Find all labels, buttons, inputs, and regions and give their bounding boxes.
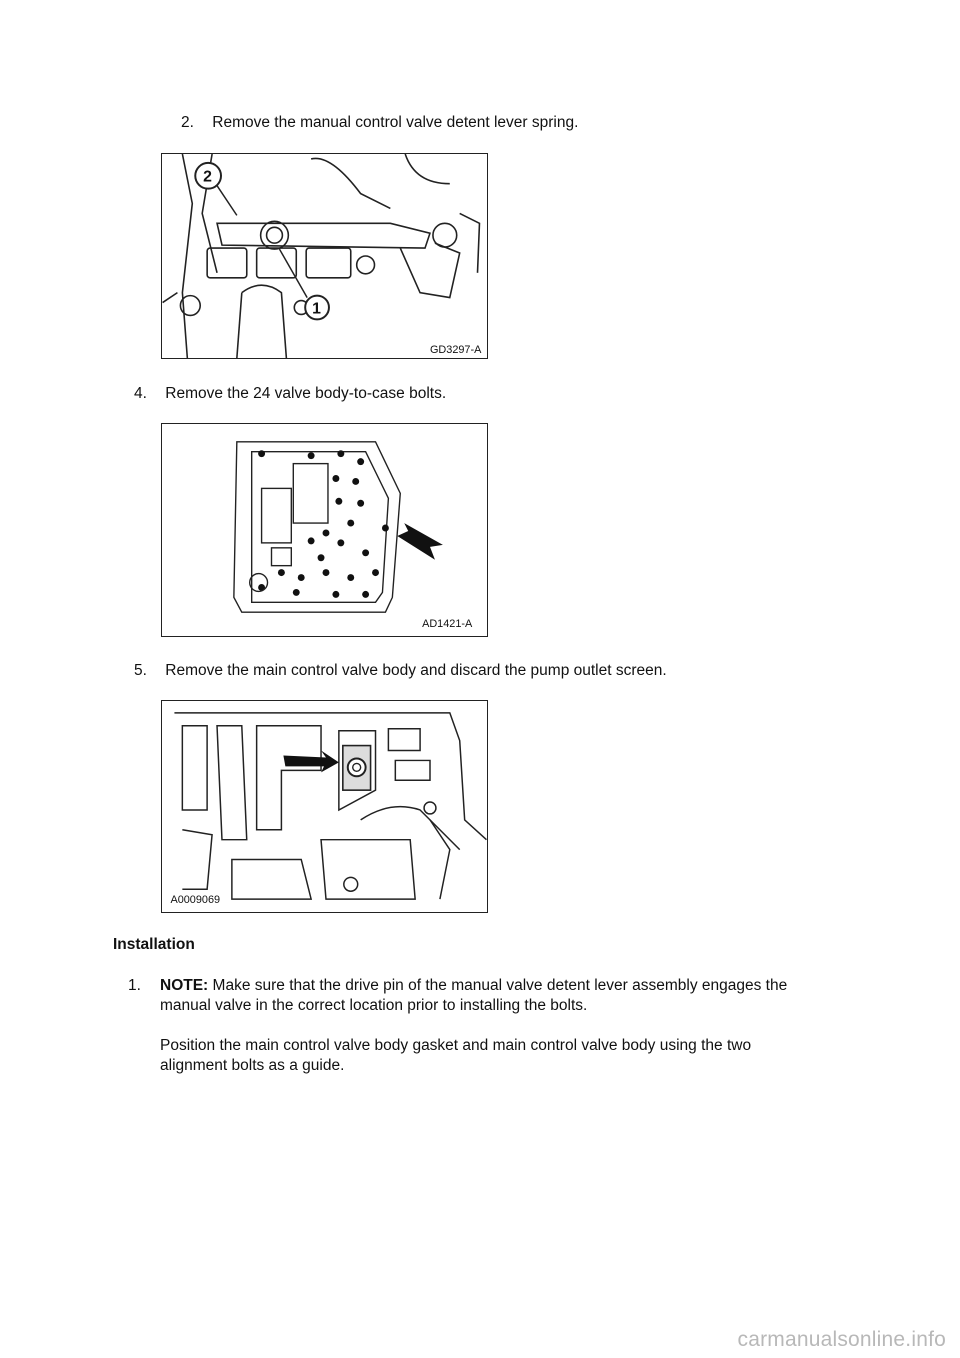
detent-lever-illustration bbox=[162, 154, 487, 358]
watermark: carmanualsonline.info bbox=[737, 1328, 946, 1351]
note-label: NOTE: bbox=[160, 977, 209, 994]
step-2 bbox=[181, 113, 578, 133]
note-line-2: manual valve in the correct location prior to installing the bolts. bbox=[160, 997, 588, 1014]
step-text: Remove the manual control valve detent lever spring. bbox=[212, 114, 579, 131]
step-5 bbox=[134, 661, 667, 681]
figure-pump-outlet-screen bbox=[161, 700, 488, 913]
arrow-icon bbox=[397, 523, 443, 560]
callout-2: 2 bbox=[203, 168, 213, 186]
step-number: 5. bbox=[134, 662, 147, 679]
arrow-icon bbox=[283, 751, 338, 773]
step-text: Remove the main control valve body and discard the pump outlet screen. bbox=[165, 662, 667, 679]
step-number: 4. bbox=[134, 385, 147, 402]
figure-code: GD3297-A bbox=[429, 344, 482, 357]
step-number: 1. bbox=[128, 977, 141, 994]
step-4 bbox=[134, 384, 446, 404]
step-number: 2. bbox=[181, 114, 194, 131]
figure-code: AD1421-A bbox=[422, 618, 473, 631]
note-line-1: NOTE: Make sure that the drive pin of the manual valve detent lever assembly engages the bbox=[160, 977, 788, 994]
step-text: Remove the 24 valve body-to-case bolts. bbox=[165, 385, 447, 402]
valve-body-illustration bbox=[162, 424, 487, 636]
figure-valve-body-bolts bbox=[161, 423, 488, 637]
figure-detent-lever-spring bbox=[161, 153, 488, 359]
body-line-2: alignment bolts as a guide. bbox=[160, 1057, 345, 1074]
callout-1: 1 bbox=[312, 300, 321, 318]
pump-screen-illustration bbox=[162, 701, 487, 912]
figure-code: A0009069 bbox=[170, 894, 221, 907]
body-line-1: Position the main control valve body gasket and main control valve body using the two bbox=[160, 1037, 752, 1054]
installation-heading: Installation bbox=[113, 936, 195, 953]
